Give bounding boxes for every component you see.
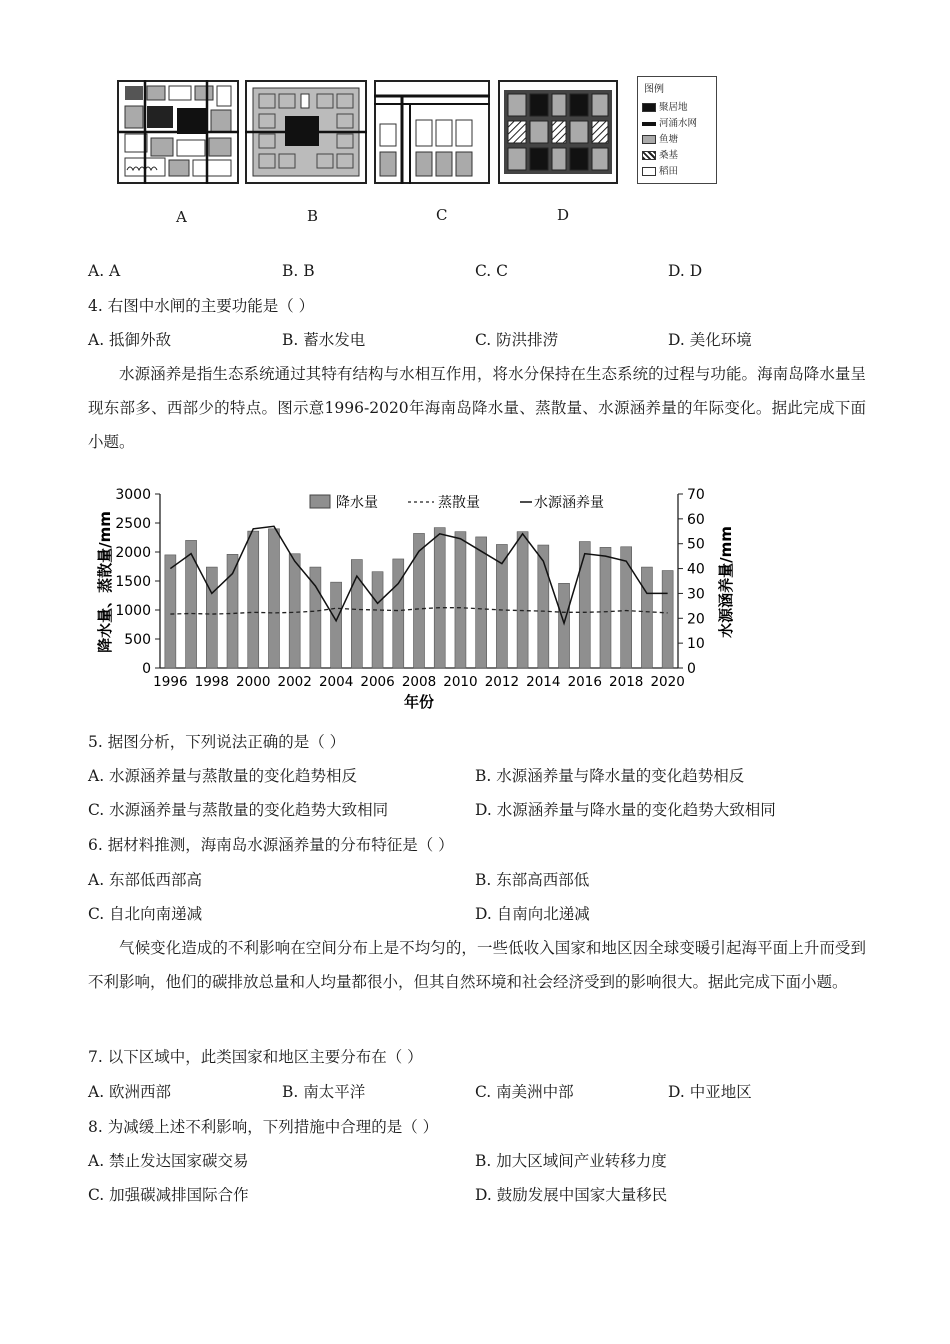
q3-option-b[interactable]: B. B [282,262,315,280]
x-tick-label: 2000 [236,674,271,690]
x-tick-label: 2020 [650,674,685,690]
right-tick-label: 30 [687,586,705,603]
mulberry-swatch-icon [642,151,656,160]
legend-item-paddy: 稻田 [642,163,678,177]
x-tick-label: 2012 [484,674,520,690]
right-tick-label: 20 [687,611,705,628]
legend-item-mulberry: 桑基 [642,147,678,161]
precipitation-bar-2002 [289,554,300,668]
q8-stem: 8. 为减缓上述不利影响，下列措施中合理的是（ ） [88,1118,439,1136]
q8-option-b[interactable]: B. 加大区域间产业转移力度 [475,1152,667,1170]
precipitation-bar-1998 [206,567,217,668]
left-tick-label: 2000 [115,545,151,561]
q8-option-a[interactable]: A. 禁止发达国家碳交易 [88,1152,249,1170]
legend-precipitation: 降水量 [336,495,378,511]
q6-option-b[interactable]: B. 东部高西部低 [475,871,590,889]
y-axis-label-right: 水源涵养量/mm [717,526,735,638]
x-tick-label: 2006 [360,674,395,690]
x-axis-label: 年份 [403,693,435,711]
precipitation-bar-2019 [641,567,652,668]
left-tick-label: 500 [124,632,151,648]
q7-option-b[interactable]: B. 南太平洋 [282,1083,366,1101]
precipitation-bar-2008 [414,533,425,668]
precipitation-bar-2000 [248,531,259,668]
q8-option-d[interactable]: D. 鼓励发展中国家大量移民 [475,1186,668,1204]
q4-option-c[interactable]: C. 防洪排涝 [475,331,559,349]
right-tick-label: 10 [687,636,705,653]
x-tick-label: 2016 [567,674,602,690]
q8-option-c[interactable]: C. 加强碳减排国际合作 [88,1186,249,1204]
precipitation-bar-2018 [621,547,632,668]
legend-evapotranspiration: 蒸散量 [438,495,480,511]
passage-water-conservation: 水源涵养是指生态系统通过其特有结构与水相互作用，将水分保持在生态系统的过程与功能。海南岛降水量呈现东部多、西部少的特点。图示意1996-2020年海南岛降水量、蒸散量、水源涵养量的年际变化。据此完成下面小题。 [88,365,866,451]
right-tick-label: 70 [687,487,705,503]
right-tick-label: 50 [687,536,705,553]
precipitation-bar-1996 [165,555,176,668]
map-d [498,80,618,184]
fish-pond-swatch-icon [642,135,656,144]
q6-option-a[interactable]: A. 东部低西部高 [88,871,203,889]
precipitation-bar-2016 [579,542,590,668]
q3-option-d[interactable]: D. D [668,262,703,280]
left-tick-label: 1500 [115,574,151,590]
map-b [245,80,367,184]
legend-item-settlement: 聚居地 [642,99,688,113]
q4-option-d[interactable]: D. 美化环境 [668,331,752,349]
q5-option-d[interactable]: D. 水源涵养量与降水量的变化趋势大致相同 [475,801,776,819]
q5-stem: 5. 据图分析，下列说法正确的是（ ） [88,733,346,751]
x-tick-label: 2018 [609,674,644,690]
map-a [117,80,239,184]
x-tick-label: 2014 [526,674,561,690]
left-tick-label: 0 [142,661,151,677]
precipitation-bar-2006 [372,572,383,668]
precip-legend-swatch-icon [310,495,330,508]
x-tick-label: 2004 [318,674,354,690]
precipitation-bar-1999 [227,554,238,668]
q6-option-d[interactable]: D. 自南向北递减 [475,905,590,923]
left-tick-label: 1000 [115,603,151,619]
map-legend [637,76,717,184]
q3-option-a[interactable]: A. A [88,262,121,280]
precipitation-bar-2010 [455,532,466,668]
q4-option-b[interactable]: B. 蓄水发电 [282,331,366,349]
q5-option-b[interactable]: B. 水源涵养量与降水量的变化趋势相反 [475,767,745,785]
right-tick-label: 40 [687,561,705,578]
water-chart [88,478,748,714]
passage-climate-change: 气候变化造成的不利影响在空间分布上是不均匀的，一些低收入国家和地区因全球变暖引起海平面上升而受到不利影响，他们的碳排放总量和人均量都很小，但其自然环境和社会经济受到的影响很大。据此完成下面小题。 [88,939,866,991]
precipitation-bar-2013 [517,532,528,668]
x-tick-label: 2010 [443,674,478,690]
q7-option-c[interactable]: C. 南美洲中部 [475,1083,574,1101]
settlement-swatch-icon [642,103,656,112]
left-tick-label: 3000 [115,487,151,503]
precipitation-bar-2009 [434,528,445,668]
map-label-a: A [176,208,187,226]
map-label-d: D [557,206,570,224]
map-label-b: B [307,207,319,225]
q7-stem: 7. 以下区域中，此类国家和地区主要分布在（ ） [88,1048,423,1066]
precipitation-bar-2001 [268,529,279,668]
y-axis-label-left: 降水量、蒸散量/mm [96,511,114,653]
left-tick-label: 2500 [115,516,151,532]
q3-option-c[interactable]: C. C [475,262,509,280]
map-c [374,80,490,184]
q4-stem: 4. 右图中水闸的主要功能是（ ） [88,297,315,315]
x-tick-label: 2008 [401,674,437,690]
x-tick-label: 1998 [194,674,229,690]
legend-item-river-network: 河涌水网 [642,115,697,129]
precipitation-bar-2015 [559,583,570,668]
legend-conservation: 水源涵养量 [534,495,604,511]
precipitation-bar-2020 [662,571,673,668]
river-line-icon [642,122,656,126]
right-tick-label: 60 [687,511,705,528]
x-tick-label: 2002 [277,674,312,690]
q7-option-a[interactable]: A. 欧洲西部 [88,1083,172,1101]
precipitation-bar-2004 [331,582,342,668]
paddy-swatch-icon [642,167,656,176]
precipitation-bar-2007 [393,559,404,668]
q6-stem: 6. 据材料推测，海南岛水源涵养量的分布特征是（ ） [88,836,454,854]
q4-option-a[interactable]: A. 抵御外敌 [88,331,172,349]
x-tick-label: 1996 [153,674,188,690]
legend-title: 图例 [644,84,664,95]
q5-option-c[interactable]: C. 水源涵养量与蒸散量的变化趋势大致相同 [88,801,389,819]
q6-option-c[interactable]: C. 自北向南递减 [88,905,203,923]
precipitation-bar-2011 [476,537,487,668]
q7-option-d[interactable]: D. 中亚地区 [668,1083,752,1101]
q5-option-a[interactable]: A. 水源涵养量与蒸散量的变化趋势相反 [88,767,358,785]
legend-item-fish-pond: 鱼塘 [642,131,678,145]
map-label-c: C [436,206,448,224]
precipitation-bar-2017 [600,547,611,668]
right-tick-label: 0 [687,661,696,677]
